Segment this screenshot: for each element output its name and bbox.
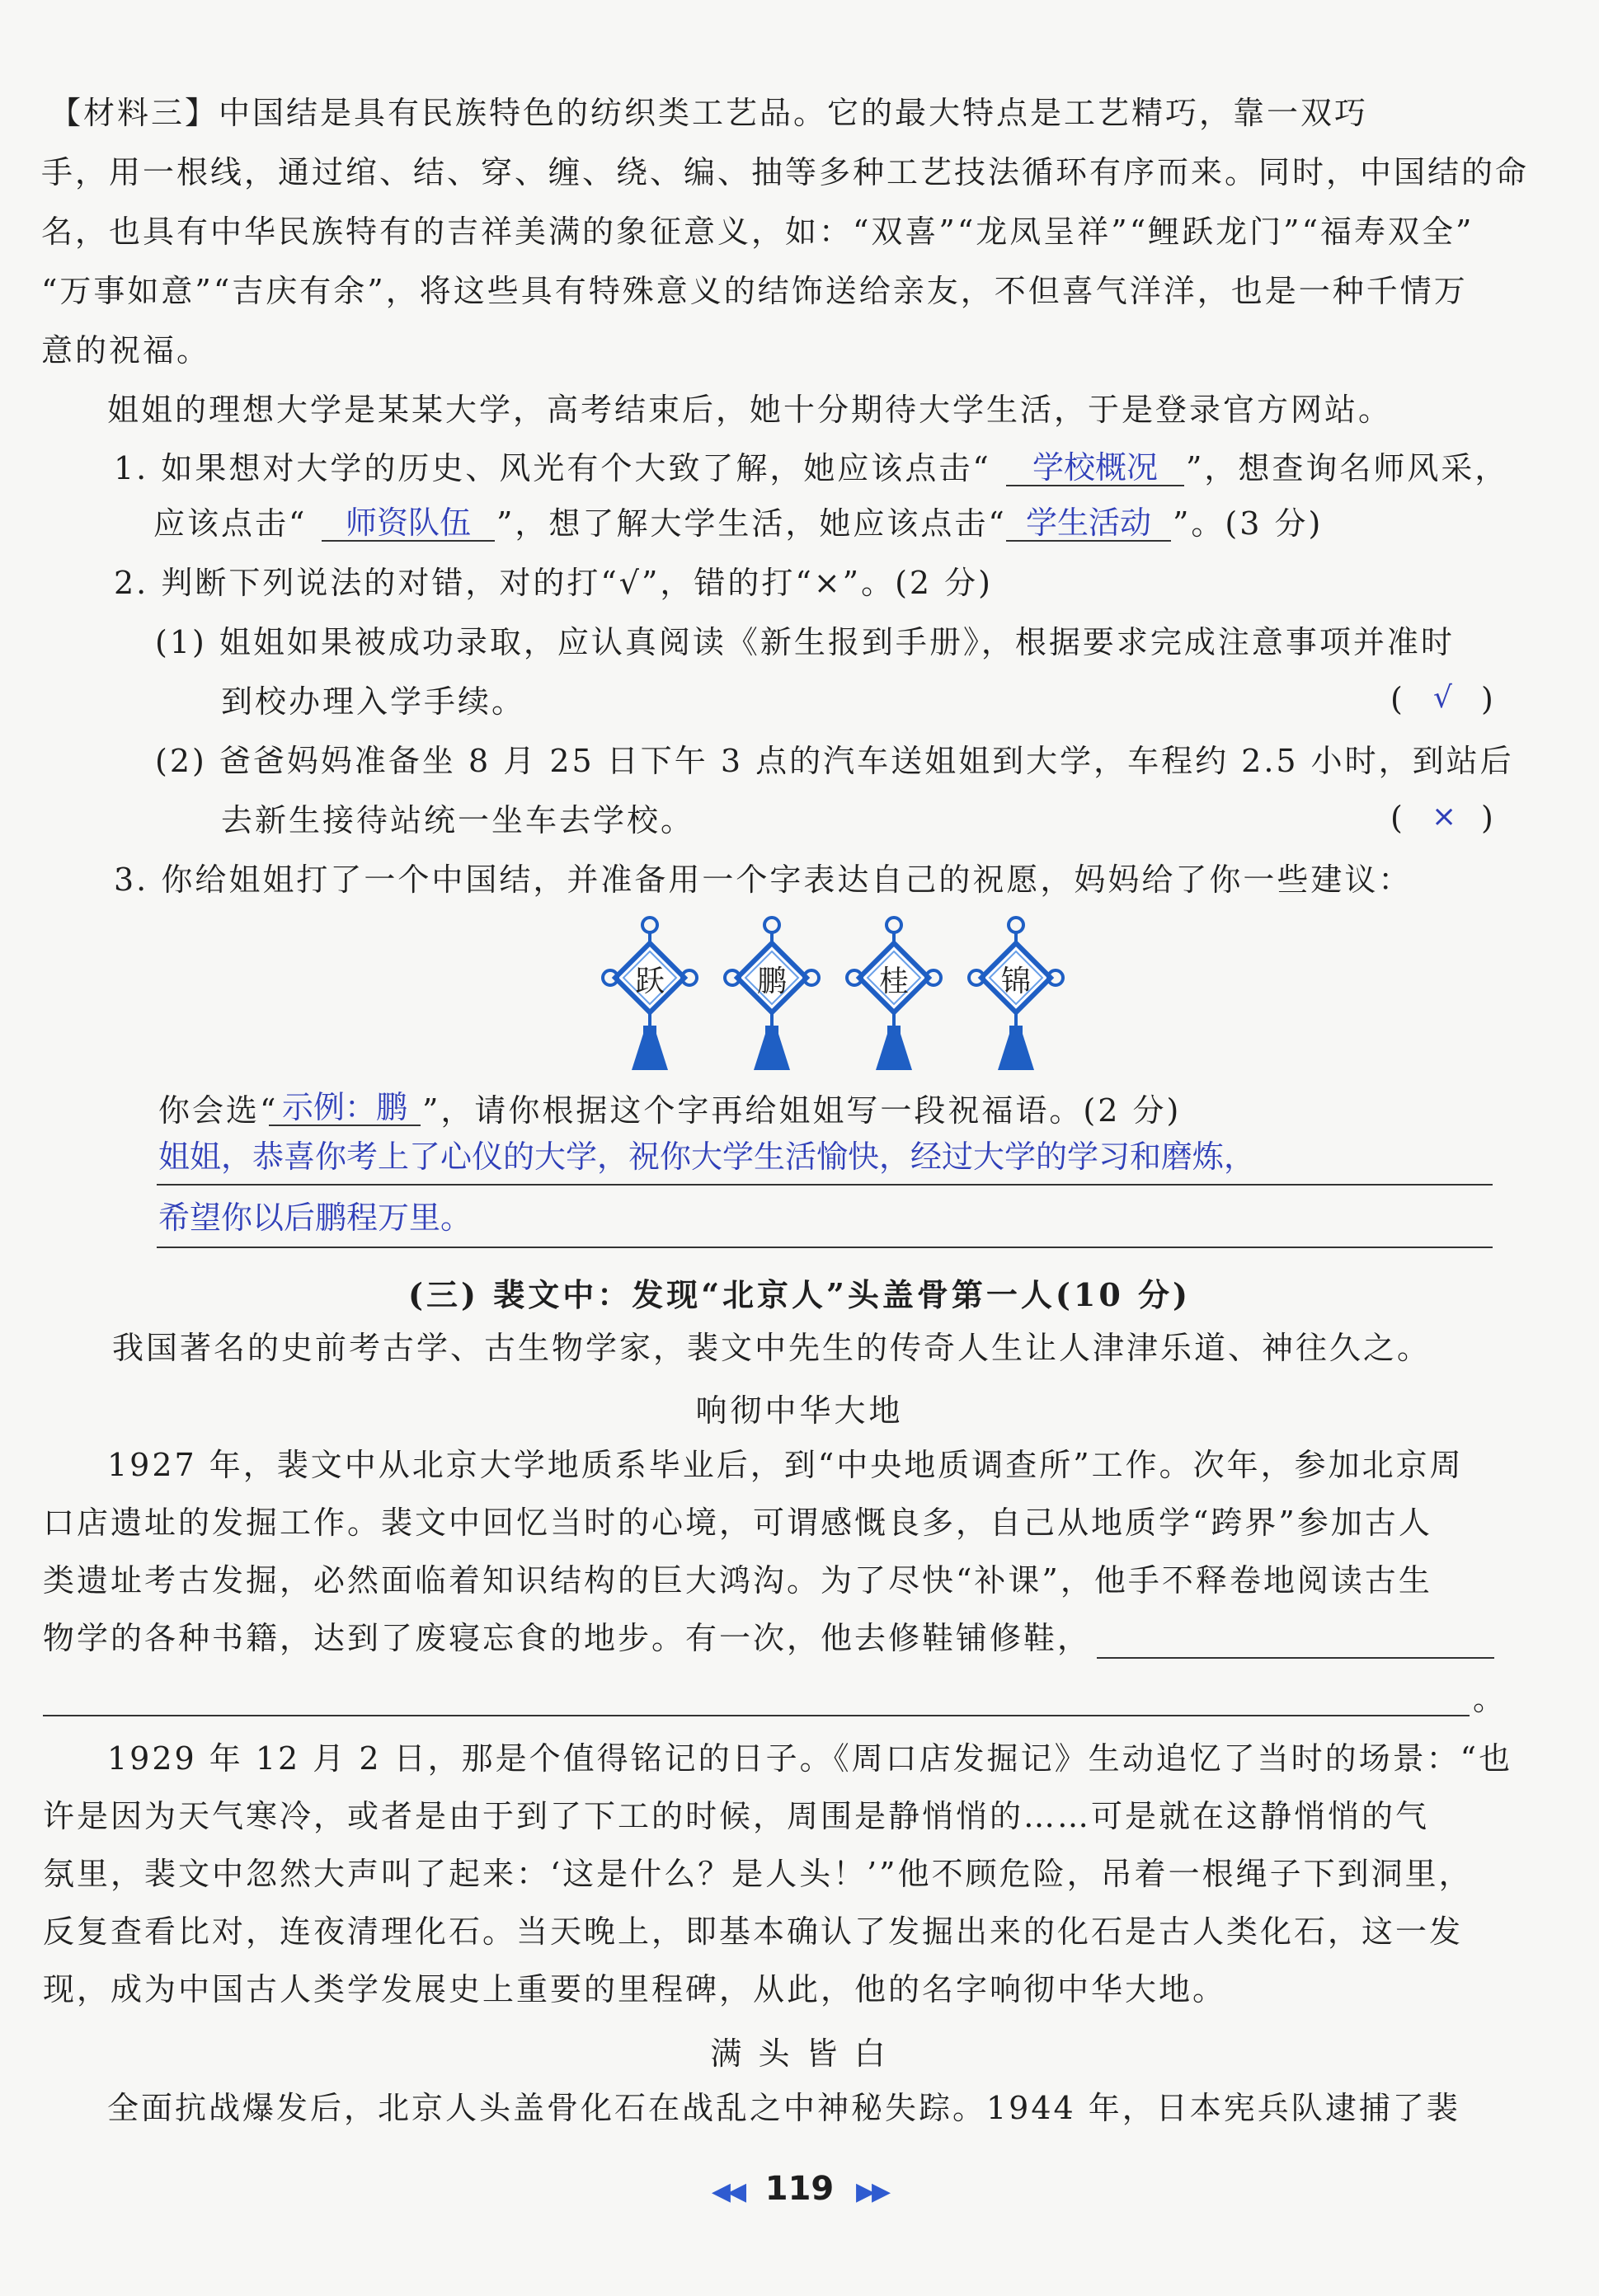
q2-item2-paren-close: ) [1481, 800, 1493, 836]
q2-item1-line2: 到校办理入学手续。 [221, 683, 526, 720]
p1-line-4: 物学的各种书籍，达到了废寝忘食的地步。有一次，他去修鞋铺修鞋， [43, 1620, 1092, 1656]
q1-line2-c: ”。(3 分) [1173, 505, 1324, 542]
knot-char-4: 锦 [1000, 965, 1031, 998]
q1-line1-a: 1. 如果想对大学的历史、风光有个大致了解，她应该点击“ [114, 450, 991, 486]
knot-char-3: 桂 [878, 965, 909, 998]
section-3-subtitle-1: 响彻中华大地 [695, 1392, 904, 1429]
material3-line-1: 【材料三】中国结是具有民族特色的纺织类工艺品。它的最大特点是工艺精巧，靠一双巧 [49, 95, 1369, 131]
material3-line-5: 意的祝福。 [41, 332, 211, 369]
q1-line2-b: ”，想了解大学生活，她应该点击“ [496, 505, 1007, 542]
section-3-subtitle-2: 满 头 皆 白 [710, 2035, 889, 2072]
p1-answer-rule-2[interactable] [43, 1715, 1470, 1716]
p2-line-1: 1929 年 12 月 2 日，那是个值得铭记的日子。《周口店发掘记》生动追忆了当时的场景：“也 [107, 1740, 1513, 1777]
q2-item1-line1: (1) 姐姐如果被成功录取，应认真阅读《新生报到手册》，根据要求完成注意事项并准时 [155, 624, 1455, 660]
p1-end-period: 。 [1473, 1681, 1507, 1717]
q1-answer-1-field[interactable] [1006, 445, 1184, 486]
p1-line-1: 1927 年，裴文中从北京大学地质系毕业后，到“中央地质调查所”工作。次年，参加北京周 [107, 1447, 1464, 1483]
intro-text: 姐姐的理想大学是某某大学，高考结束后，她十分期待大学生活，于是登录官方网站。 [107, 392, 1393, 428]
q2-item2-mark[interactable]: × [1432, 800, 1457, 833]
q2-item2-line2: 去新生接待站统一坐车去学校。 [221, 802, 695, 838]
q3-choose-a: 你会选“ [158, 1092, 279, 1129]
q3-choice-answer: 示例：鹏 [281, 1089, 407, 1125]
p1-answer-rule-1[interactable] [1097, 1657, 1494, 1659]
q3-choice-field[interactable] [269, 1085, 421, 1126]
p1-line-3: 类遗址考古发掘，必然面临着知识结构的巨大鸿沟。为了尽快“补课”，他手不释卷地阅读古生 [43, 1562, 1432, 1599]
p2-line-3: 氛里，裴文中忽然大声叫了起来：‘这是什么？是人头！’”他不顾危险，吊着一根绳子下到洞里， [43, 1856, 1473, 1892]
knot-char-2: 鹏 [756, 965, 787, 998]
next-arrows-icon: ▶▶ [855, 2177, 888, 2206]
q3-blessing-line-1[interactable]: 姐姐，恭喜你考上了心仪的大学，祝你大学生活愉快，经过大学的学习和磨炼， [158, 1139, 1256, 1175]
q2-title: 2. 判断下列说法的对错，对的打“√”，错的打“×”。(2 分) [114, 565, 994, 601]
material3-line-4: “万事如意”“吉庆有余”，将这些具有特殊意义的结饰送给亲友，不但喜气洋洋，也是一种千情万 [41, 273, 1468, 309]
prev-arrows-icon: ◀◀ [711, 2177, 744, 2206]
q1-answer-3: 学生活动 [1025, 505, 1151, 541]
section-3-intro: 我国著名的史前考古学、古生物学家，裴文中先生的传奇人生让人津津乐道、神往久之。 [112, 1330, 1432, 1366]
q1-answer-2: 师资队伍 [345, 505, 471, 541]
q3-blessing-line-2[interactable]: 希望你以后鹏程万里。 [158, 1200, 473, 1236]
p2-line-5: 现，成为中国古人类学发展史上重要的里程碑，从此，他的名字响彻中华大地。 [43, 1971, 1227, 2007]
q1-answer-1: 学校概况 [1032, 449, 1158, 486]
q1-answer-2-field[interactable] [322, 500, 495, 542]
p2-line-2: 许是因为天气寒冷，或者是由于到了下工的时候，周围是静悄悄的……可是就在这静悄悄的气 [43, 1798, 1430, 1834]
p2-line-4: 反复查看比对，连夜清理化石。当天晚上，即基本确认了发掘出来的化石是古人类化石，这一发 [43, 1913, 1464, 1950]
p1-line-2: 口店遗址的发掘工作。裴文中回忆当时的心境，可谓感慨良多，自己从地质学“跨界”参加古人 [43, 1505, 1432, 1541]
q1-line1-b: ”，想查询名师风采， [1186, 450, 1509, 486]
q3-title: 3. 你给姐姐打了一个中国结，并准备用一个字表达自己的祝愿，妈妈给了你一些建议： [114, 862, 1413, 898]
q1-answer-3-field[interactable] [1006, 500, 1171, 542]
q1-line2-a: 应该点击“ [153, 505, 308, 542]
section-3-title: (三) 裴文中：发现“北京人”头盖骨第一人(10 分) [408, 1276, 1191, 1313]
page-footer [0, 2170, 1599, 2208]
knot-char-1: 跃 [634, 965, 665, 998]
q2-item1-paren-open: ( [1390, 681, 1403, 717]
q2-item2-paren-open: ( [1390, 800, 1403, 836]
q2-item2-line1: (2) 爸爸妈妈准备坐 8 月 25 日下午 3 点的汽车送姐姐到大学，车程约 2.5 小时，到站后 [155, 743, 1514, 779]
q2-item1-mark[interactable]: √ [1433, 681, 1452, 715]
material3-line-2: 手，用一根线，通过绾、结、穿、缠、绕、编、抽等多种工艺技法循环有序而来。同时，中国结的命 [41, 154, 1530, 190]
material3-line-3: 名，也具有中华民族特有的吉祥美满的象征意义，如：“双喜”“龙凤呈祥”“鲤跃龙门”“福寿双全” [41, 214, 1474, 250]
page-number: 119 [764, 2170, 835, 2208]
q2-item1-paren-close: ) [1481, 681, 1493, 717]
q3-writing-rule-2 [157, 1247, 1493, 1248]
q3-choose-b: ”，请你根据这个字再给姐姐写一段祝福语。(2 分) [422, 1092, 1182, 1129]
q3-writing-rule-1 [157, 1184, 1493, 1186]
p3-line-1: 全面抗战爆发后，北京人头盖骨化石在战乱之中神秘失踪。1944 年，日本宪兵队逮捕了裴 [107, 2090, 1460, 2126]
